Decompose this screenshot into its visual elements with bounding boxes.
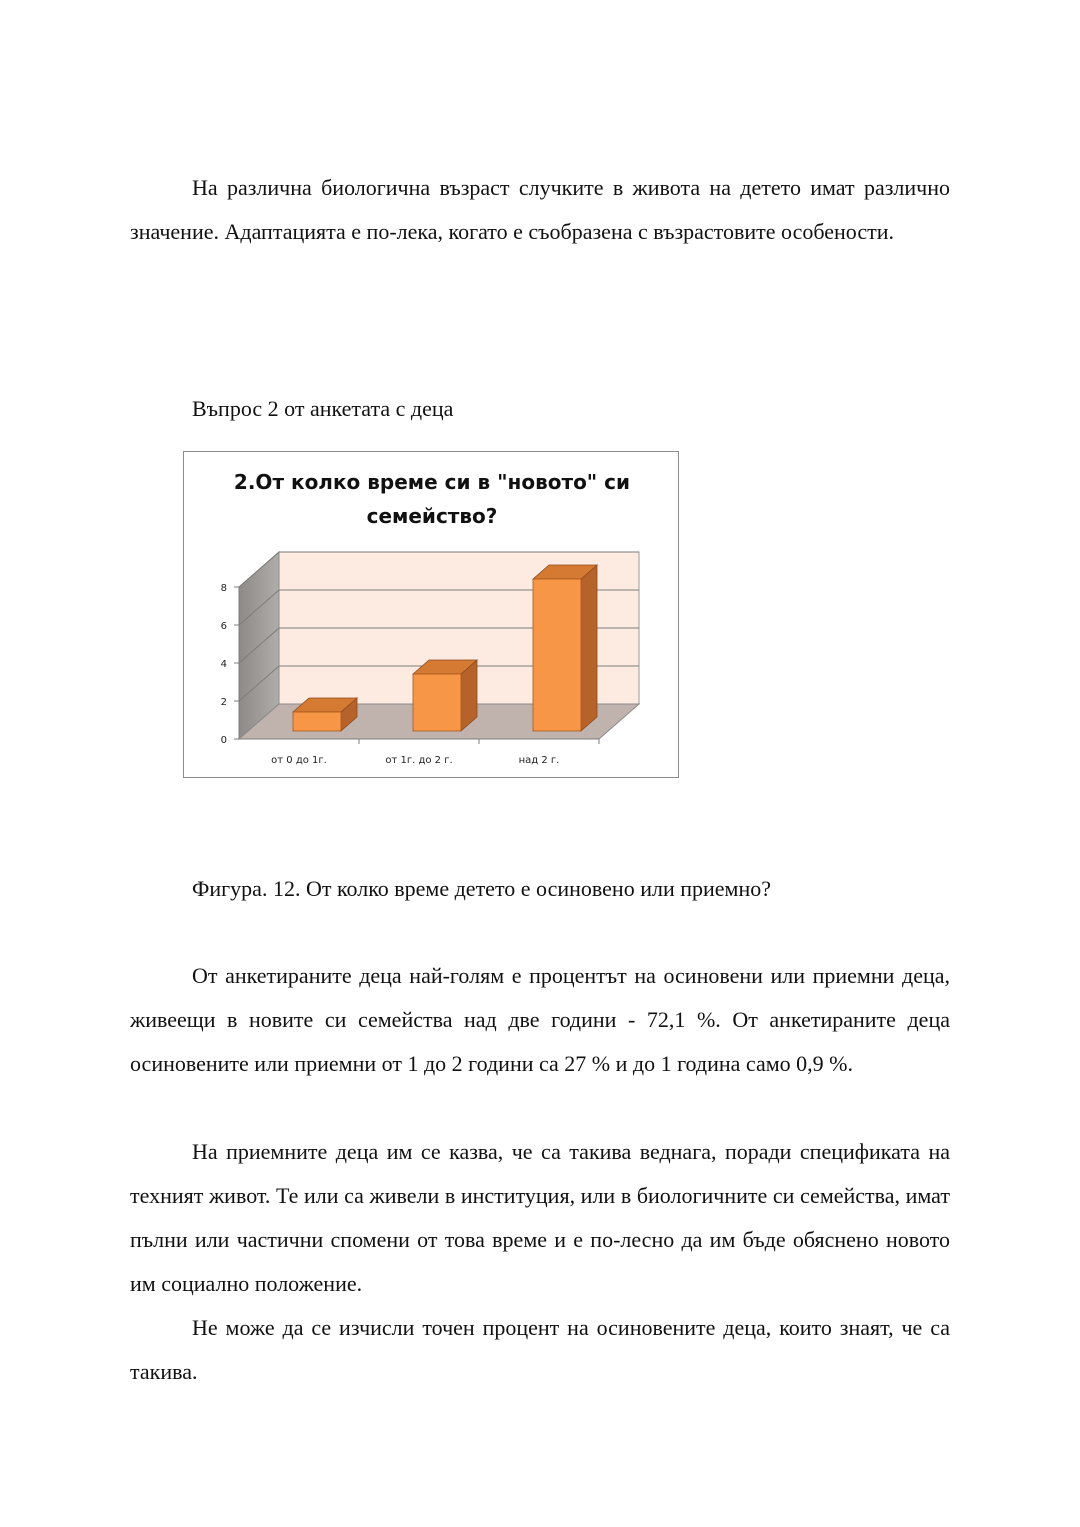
x-tick-label: от 0 до 1г. bbox=[271, 755, 327, 766]
paragraph-foster-children: На приемните деца им се казва, че са такива веднага, поради спецификата на техният живот. Те или са живели в институция, или в биологичните си семейства, имат пълни или частични спомени от това време и е по-лесно да им бъде обяснено новото им социално положение. bbox=[130, 1139, 950, 1296]
bar-side bbox=[581, 565, 597, 731]
chart-heading: Въпрос 2 от анкетата с деца bbox=[192, 396, 454, 421]
chart-title-line-1: 2.От колко време си в "новото" си bbox=[233, 470, 631, 494]
y-tick-label: 8 bbox=[220, 583, 227, 594]
y-tick-label: 4 bbox=[220, 659, 227, 670]
bar bbox=[533, 579, 581, 731]
y-tick-label: 0 bbox=[220, 735, 227, 746]
plot-area bbox=[221, 552, 639, 766]
bar bbox=[413, 674, 461, 731]
y-tick-label: 6 bbox=[220, 621, 227, 632]
y-tick-label: 2 bbox=[220, 697, 227, 708]
x-tick-label: от 1г. до 2 г. bbox=[385, 755, 453, 766]
x-tick-label: над 2 г. bbox=[518, 755, 560, 766]
paragraph-age-adaptation: На различна биологична възраст случките в живота на детето имат различно значение. Адаптацията е по-лека, когато е съобразена с възрастовите особености. bbox=[130, 175, 950, 244]
figure-caption: Фигура. 12. От колко време детето е осиновено или приемно? bbox=[192, 876, 771, 901]
bar bbox=[293, 712, 341, 731]
bar-chart bbox=[183, 451, 679, 778]
paragraph-percentages: От анкетираните деца най-голям е процентът на осиновени или приемни деца, живеещи в новите си семейства над две години - 72,1 %. От анкетираните деца осиновените или приемни от 1 до 2 години са 27 % и до 1 година само 0,9 %. bbox=[130, 963, 950, 1076]
paragraph-adopted-children: Не може да се изчисли точен процент на осиновените деца, които знаят, че са такива. bbox=[130, 1315, 950, 1384]
chart-title-line-2: семейство? bbox=[366, 504, 498, 528]
chart-canvas bbox=[184, 452, 680, 779]
